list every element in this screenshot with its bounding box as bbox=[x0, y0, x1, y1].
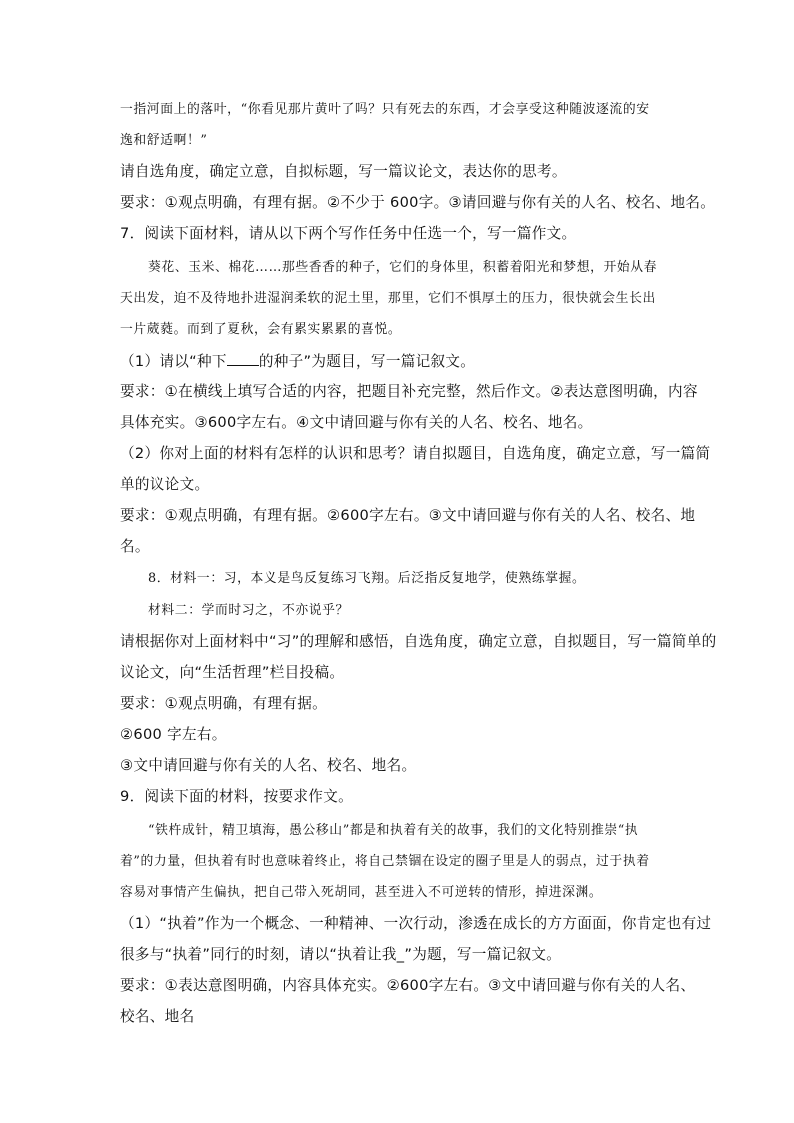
question-9-heading: 9．阅读下面的材料，按要求作文。 bbox=[120, 788, 353, 805]
requirement-line: ③文中请回避与你有关的人名、校名、地名。 bbox=[120, 757, 417, 774]
requirement-line: 名。 bbox=[120, 538, 150, 555]
fill-in-blank bbox=[227, 351, 259, 366]
material-line: 着”的力量，但执着有时也意味着终止，将自己禁锢在设定的圈子里是人的弱点，过于执着 bbox=[120, 854, 650, 869]
requirement-line: ②600 字左右。 bbox=[120, 726, 227, 743]
material-line: 一指河面上的落叶，“你看见那片黄叶了吗？只有死去的东西，才会享受这种随波逐流的安 bbox=[120, 102, 650, 117]
task-2-line: （2）你对上面的材料有怎样的认识和思考？请自拟题目，自选角度，确定立意，写一篇简 bbox=[120, 445, 711, 462]
question-7-heading: 7．阅读下面材料，请从以下两个写作任务中任选一个，写一篇作文。 bbox=[120, 225, 577, 242]
material-line: 天出发，迫不及待地扑进湿润柔软的泥土里，那里，它们不惧厚土的压力，很快就会生长出 bbox=[120, 291, 656, 306]
task-1-line bbox=[120, 351, 475, 372]
requirement-line: 具体充实。③600字左右。④文中请回避与你有关的人名、校名、地名。 bbox=[120, 414, 593, 431]
requirement-line: 要求：①表达意图明确，内容具体充实。②600字左右。③文中请回避与你有关的人名、 bbox=[120, 977, 696, 994]
task-2-line: 单的议论文。 bbox=[120, 476, 210, 493]
task-1-line: （1）“执着”作为一个概念、一种精神、一次行动，渗透在成长的方方面面，你肯定也有过 bbox=[120, 915, 712, 932]
material-line: “铁杵成针，精卫填海，愚公移山”都是和执着有关的故事，我们的文化特别推崇“执 bbox=[148, 823, 639, 838]
requirement-line: 要求：①在横线上填写合适的内容，把题目补充完整，然后作文。②表达意图明确，内容 bbox=[120, 383, 698, 400]
requirement-line: 要求：①观点明确，有理有据。②600字左右。③文中请回避与你有关的人名、校名、地 bbox=[120, 507, 696, 524]
question-8-material-2: 材料二：学而时习之，不亦说乎？ bbox=[148, 603, 349, 618]
requirement-line: 要求：①观点明确，有理有据。 bbox=[120, 695, 328, 712]
material-line: 逸和舒适啊！” bbox=[120, 133, 208, 148]
instruction-line: 请根据你对上面材料中“习”的理解和感悟，自选角度，确定立意，自拟题目，写一篇简单的 bbox=[120, 633, 717, 650]
requirement-line: 要求：①观点明确，有理有据。②不少于 600字。③请回避与你有关的人名、校名、地名。 bbox=[120, 194, 716, 211]
material-line: 葵花、玉米、棉花……那些香香的种子，它们的身体里，积蓄着阳光和梦想，开始从春 bbox=[148, 260, 658, 275]
material-line: 一片葳蕤。而到了夏秋，会有累实累累的喜悦。 bbox=[120, 322, 402, 337]
instruction-line: 议论文，向“生活哲理”栏目投稿。 bbox=[120, 664, 345, 681]
task-1-suffix: 的种子”为题目，写一篇记叙文。 bbox=[258, 353, 476, 370]
material-line: 容易对事情产生偏执，把自己带入死胡同，甚至进入不可逆转的情形，掉进深渊。 bbox=[120, 885, 603, 900]
instruction-line: 请自选角度，确定立意，自拟标题，写一篇议论文，表达你的思考。 bbox=[120, 163, 567, 180]
requirement-line: 校名、地名 bbox=[120, 1008, 195, 1025]
question-8-material-1: 8．材料一：习，本义是鸟反复练习飞翔。后泛指反复地学，使熟练掌握。 bbox=[148, 571, 586, 586]
task-1-line: 很多与“执着”同行的时刻，请以“执着让我_”为题，写一篇记叙文。 bbox=[120, 946, 562, 963]
task-1-prefix: （1）请以“种下 bbox=[120, 353, 227, 370]
